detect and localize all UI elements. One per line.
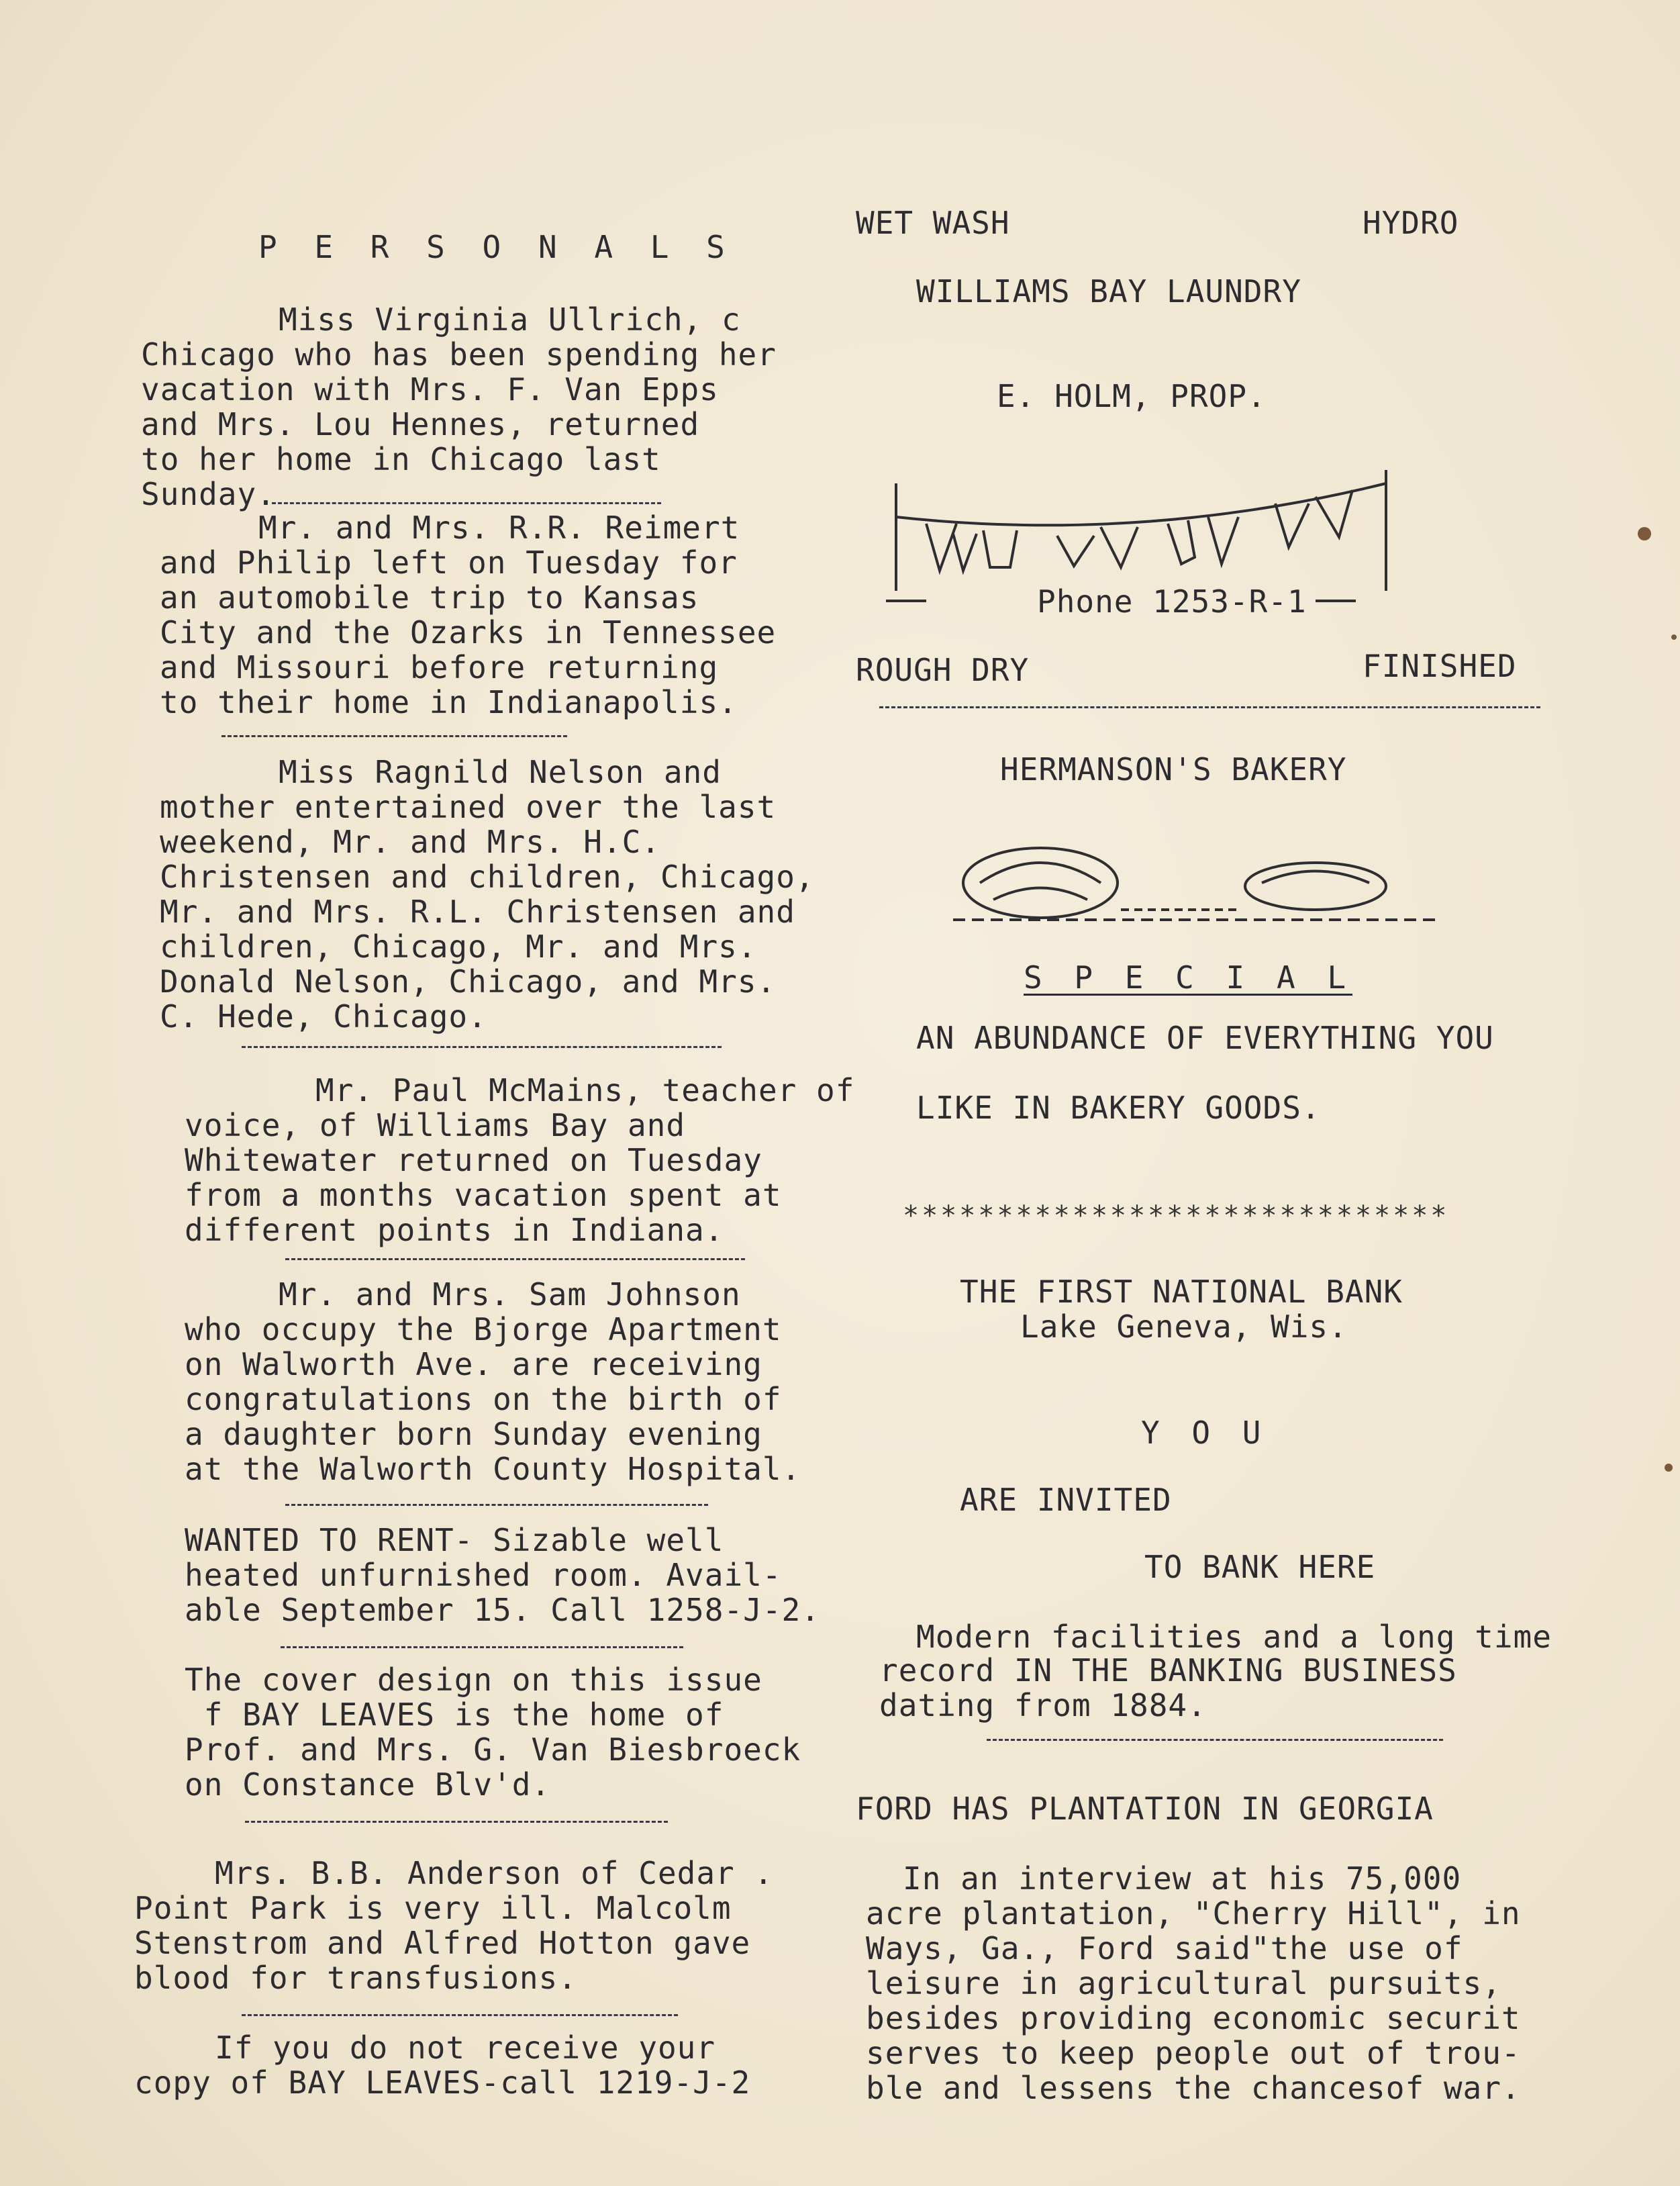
bank-desc-line: record IN THE BANKING BUSINESS bbox=[879, 1652, 1457, 1689]
bank-invited: ARE INVITED bbox=[960, 1482, 1172, 1518]
personal-item-line: and Missouri before returning bbox=[160, 649, 719, 685]
laundry-name: WILLIAMS BAY LAUNDRY bbox=[916, 273, 1301, 310]
bakery-line-2: LIKE IN BAKERY GOODS. bbox=[916, 1090, 1321, 1126]
rough-dry-label: ROUGH DRY bbox=[856, 652, 1030, 688]
personal-item-line: a daughter born Sunday evening bbox=[185, 1416, 762, 1452]
bank-name: THE FIRST NATIONAL BANK bbox=[960, 1274, 1403, 1310]
bakery-line-1: AN ABUNDANCE OF EVERYTHING YOU bbox=[916, 1020, 1494, 1056]
personal-item-line: weekend, Mr. and Mrs. H.C. bbox=[160, 824, 661, 860]
bank-here: TO BANK HERE bbox=[1144, 1549, 1376, 1585]
personal-item-line: Mr. and Mrs. R.R. Reimert bbox=[258, 510, 740, 546]
personal-item-line: Donald Nelson, Chicago, and Mrs. bbox=[160, 963, 777, 1000]
personal-item-line: Stenstrom and Alfred Hotton gave bbox=[134, 1925, 751, 1961]
separator-rule bbox=[242, 2014, 678, 2016]
personal-item-line: and Mrs. Lou Hennes, returned bbox=[141, 406, 700, 442]
personal-item-line: on Walworth Ave. are receiving bbox=[185, 1346, 762, 1382]
wanted-ad-line: able September 15. Call 1258-J-2. bbox=[185, 1592, 820, 1628]
personal-item-line: City and the Ozarks in Tennessee bbox=[160, 614, 777, 651]
separator-rule bbox=[285, 1504, 708, 1506]
separator-rule bbox=[987, 1739, 1443, 1741]
ford-body-line: besides providing economic securit bbox=[866, 2000, 1521, 2036]
ford-body-line: ble and lessens the chancesof war. bbox=[866, 2070, 1521, 2106]
cover-note-line: Prof. and Mrs. G. Van Biesbroeck bbox=[185, 1731, 801, 1768]
ford-headline: FORD HAS PLANTATION IN GEORGIA bbox=[856, 1791, 1434, 1827]
personal-item-line: Christensen and children, Chicago, bbox=[160, 859, 815, 895]
wanted-ad-line: heated unfurnished room. Avail- bbox=[185, 1557, 782, 1593]
ford-body-line: Ways, Ga., Ford said"the use of bbox=[866, 1930, 1463, 1966]
separator-rule bbox=[285, 1258, 745, 1260]
personal-item-line: voice, of Williams Bay and bbox=[185, 1107, 686, 1143]
personal-item-line: at the Walworth County Hospital. bbox=[185, 1451, 801, 1487]
subscription-note-line: If you do not receive your bbox=[215, 2030, 716, 2066]
binder-hole-mark bbox=[1665, 1464, 1673, 1472]
personal-item-line: to her home in Chicago last bbox=[141, 441, 661, 477]
bank-desc-line: Modern facilities and a long time bbox=[916, 1619, 1552, 1655]
personal-item-line: different points in Indiana. bbox=[185, 1212, 724, 1248]
wet-wash-label: WET WASH bbox=[856, 205, 1010, 241]
finished-label: FINISHED bbox=[1363, 648, 1517, 684]
personal-item-line: C. Hede, Chicago. bbox=[160, 998, 487, 1035]
hydro-label: HYDRO bbox=[1363, 205, 1459, 241]
personal-item-line: children, Chicago, Mr. and Mrs. bbox=[160, 929, 757, 965]
personal-item-line: Mr. Paul McMains, teacher of bbox=[315, 1072, 855, 1108]
personals-heading: P E R S O N A L S bbox=[258, 229, 734, 265]
separator-rule bbox=[281, 1646, 683, 1648]
wanted-ad-line: WANTED TO RENT- Sizable well bbox=[185, 1522, 724, 1558]
personal-item-line: Mrs. B.B. Anderson of Cedar . bbox=[215, 1855, 774, 1891]
cover-note-line: f BAY LEAVES is the home of bbox=[185, 1697, 724, 1733]
ford-body-line: In an interview at his 75,000 bbox=[903, 1860, 1462, 1897]
bread-loaves-illustration bbox=[953, 836, 1443, 937]
binder-hole-mark bbox=[1638, 527, 1651, 540]
laundry-proprietor: E. HOLM, PROP. bbox=[997, 378, 1267, 414]
personal-item-line: Sunday. bbox=[141, 476, 276, 512]
ford-body-line: leisure in agricultural pursuits, bbox=[866, 1965, 1501, 2001]
laundry-phone: Phone 1253-R-1 bbox=[1037, 583, 1307, 620]
separator-rule bbox=[221, 735, 567, 737]
separator-rule bbox=[272, 502, 661, 504]
ford-body-line: serves to keep people out of trou- bbox=[866, 2035, 1521, 2071]
personal-item-line: Miss Virginia Ullrich, c bbox=[279, 301, 741, 338]
bank-you: Y O U bbox=[1141, 1415, 1268, 1451]
personal-item-line: vacation with Mrs. F. Van Epps bbox=[141, 371, 719, 408]
personal-item-line: from a months vacation spent at bbox=[185, 1177, 782, 1213]
bakery-special-heading: S P E C I A L bbox=[1024, 959, 1353, 996]
bank-desc-line: dating from 1884. bbox=[879, 1687, 1207, 1723]
personal-item-line: Whitewater returned on Tuesday bbox=[185, 1142, 762, 1178]
personal-item-line: to their home in Indianapolis. bbox=[160, 684, 738, 720]
personal-item-line: an automobile trip to Kansas bbox=[160, 579, 699, 616]
bank-location: Lake Geneva, Wis. bbox=[1020, 1309, 1348, 1345]
ford-body-line: acre plantation, "Cherry Hill", in bbox=[866, 1895, 1521, 1932]
bakery-name: HERMANSON'S BAKERY bbox=[1000, 751, 1347, 788]
separator-rule bbox=[245, 1821, 668, 1823]
cover-note-line: The cover design on this issue bbox=[185, 1662, 762, 1698]
personal-item-line: Mr. and Mrs. Sam Johnson bbox=[279, 1276, 741, 1313]
personal-item-line: Point Park is very ill. Malcolm bbox=[134, 1890, 732, 1926]
personal-item-line: Miss Ragnild Nelson and bbox=[279, 754, 722, 790]
personal-item-line: and Philip left on Tuesday for bbox=[160, 544, 738, 581]
cover-note-line: on Constance Blv'd. bbox=[185, 1766, 551, 1803]
separator-rule bbox=[242, 1046, 722, 1048]
personal-item-line: congratulations on the birth of bbox=[185, 1381, 782, 1417]
personal-item-line: blood for transfusions. bbox=[134, 1960, 577, 1996]
personal-item-line: Mr. and Mrs. R.L. Christensen and bbox=[160, 894, 795, 930]
separator-rule bbox=[879, 706, 1540, 708]
personal-item-line: mother entertained over the last bbox=[160, 789, 777, 825]
personal-item-line: who occupy the Bjorge Apartment bbox=[185, 1311, 782, 1347]
subscription-note-line: copy of BAY LEAVES-call 1219-J-2 bbox=[134, 2064, 751, 2101]
asterisk-divider: ***************************** bbox=[903, 1200, 1450, 1231]
personal-item-line: Chicago who has been spending her bbox=[141, 336, 777, 373]
binder-hole-mark bbox=[1671, 634, 1677, 640]
